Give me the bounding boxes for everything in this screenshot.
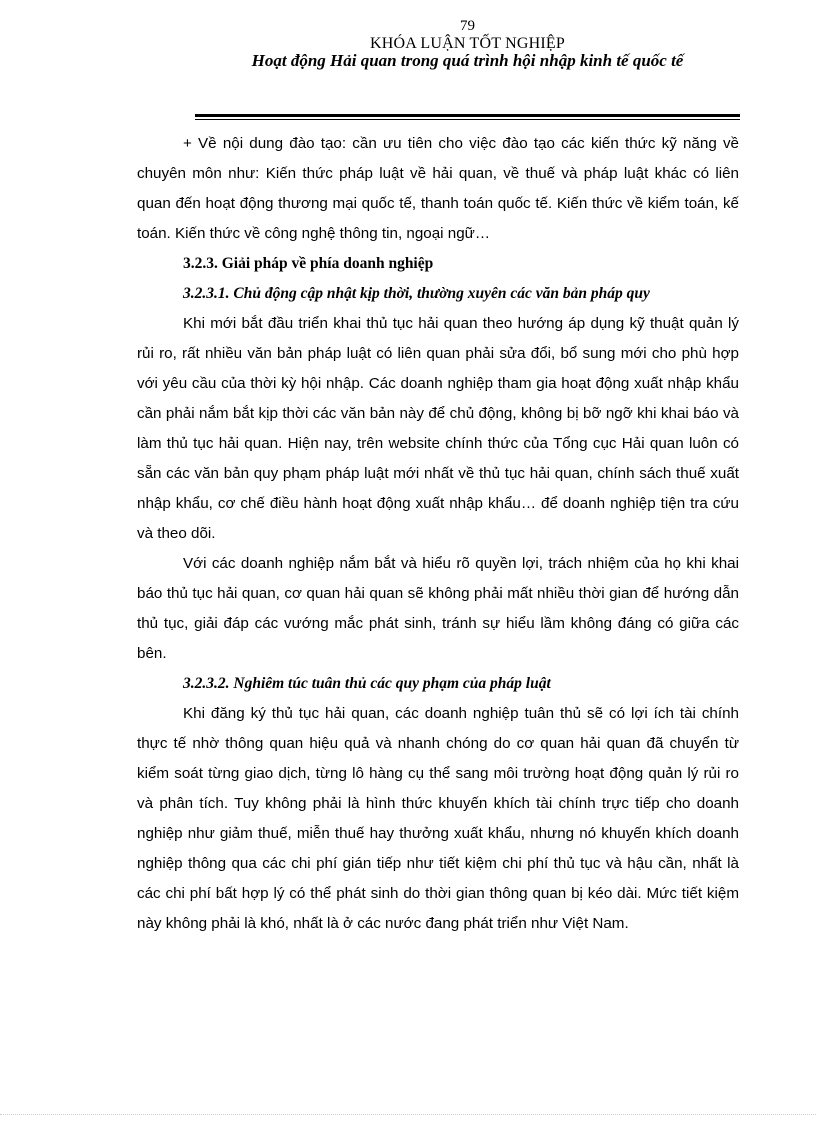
- subsection-heading-3-2-3-1: 3.2.3.1. Chủ động cập nhật kịp thời, thường xuyên các văn bản pháp quy: [183, 285, 650, 302]
- paragraph-3-2-3-2: Khi đăng ký thủ tục hải quan, các doanh nghiệp tuân thủ sẽ có lợi ích tài chính thực tế nhờ thông quan hiệu quả và nhanh chóng do cơ quan hải quan đã chuyển từ kiểm soát từng giao dịch, từng lô hàng cụ thể sang môi trường hoạt động quản lý rủi ro và phân tích. Tuy không phải là hình thức khuyến khích tài chính trực tiếp cho doanh nghiệp như giảm thuế, miễn thuế hay thưởng xuất khẩu, nhưng nó khuyến khích doanh nghiệp thông qua các chi phí gián tiếp như tiết kiệm chi phí thủ tục và hậu cần, nhất là các chi phí bất hợp lý có thể phát sinh do thời gian thông quan bị kéo dài. Mức tiết kiệm này không phải là khó, nhất là ở các nước đang phát triển như Việt Nam.: [137, 705, 739, 932]
- thesis-label: KHÓA LUẬN TỐT NGHIỆP: [370, 34, 565, 52]
- header-rule-thick: [195, 114, 740, 117]
- paragraph-3-2-3-1-a: Khi mới bắt đầu triển khai thủ tục hải quan theo hướng áp dụng kỹ thuật quản lý rủi ro, rất nhiều văn bản pháp luật có liên quan phải sửa đổi, bổ sung mới cho phù hợp với yêu cầu của thời kỳ hội nhập. Các doanh nghiệp tham gia hoạt động xuất nhập khẩu cần phải nắm bắt kịp thời các văn bản này để chủ động, không bị bỡ ngỡ khi khai báo và làm thủ tục hải quan. Hiện nay, trên website chính thức của Tổng cục Hải quan luôn có sẵn các văn bản quy phạm pháp luật mới nhất về thủ tục hải quan, chính sách thuế xuất nhập khẩu, cơ chế điều hành hoạt động xuất nhập khẩu… để doanh nghiệp tiện tra cứu và theo dõi.: [137, 315, 739, 542]
- page-bottom-edge: [0, 1114, 816, 1115]
- document-body: [137, 129, 739, 939]
- header-rule-thin: [195, 119, 740, 120]
- page-header: [195, 18, 740, 71]
- running-title: Hoạt động Hải quan trong quá trình hội nhập kinh tế quốc tế: [251, 51, 684, 71]
- paragraph-training-content: + Về nội dung đào tạo: cần ưu tiên cho việc đào tạo các kiến thức kỹ năng về chuyên môn như: Kiến thức pháp luật về hải quan, về thuế và pháp luật khác có liên quan đến hoạt động thương mại quốc tế, thanh toán quốc tế. Kiến thức về kiểm toán, kế toán. Kiến thức về công nghệ thông tin, ngoại ngữ…: [137, 135, 739, 242]
- paragraph-3-2-3-1-b: Với các doanh nghiệp nắm bắt và hiểu rõ quyền lợi, trách nhiệm của họ khi khai báo thủ tục hải quan, cơ quan hải quan sẽ không phải mất nhiều thời gian để hướng dẫn thủ tục, giải đáp các vướng mắc phát sinh, tránh sự hiểu lầm không đáng có giữa các bên.: [137, 555, 739, 662]
- subsection-heading-3-2-3-2: 3.2.3.2. Nghiêm túc tuân thủ các quy phạm của pháp luật: [183, 675, 551, 692]
- section-heading-3-2-3: 3.2.3. Giải pháp về phía doanh nghiệp: [183, 255, 434, 272]
- page-number: 79: [460, 18, 475, 34]
